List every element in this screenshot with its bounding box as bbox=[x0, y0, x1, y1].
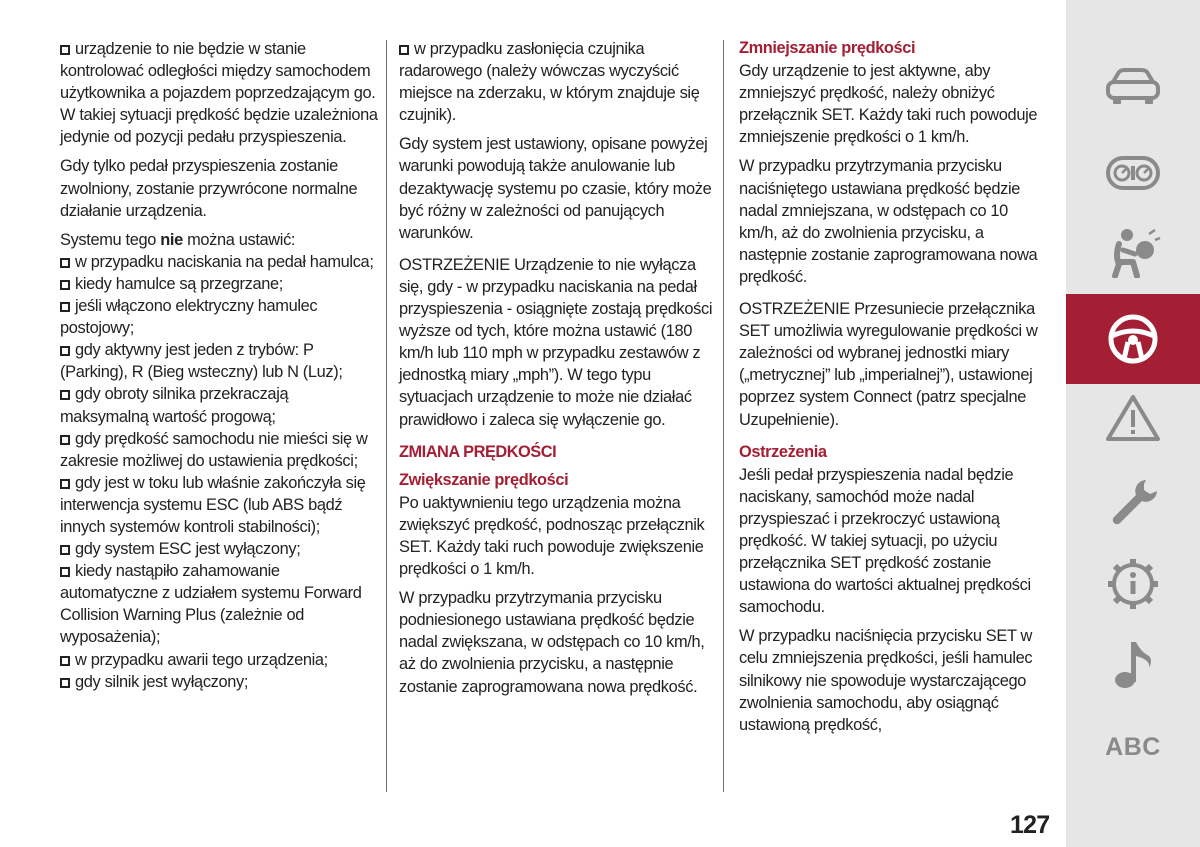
sidebar-item-multimedia[interactable] bbox=[1066, 620, 1200, 710]
checkbox-bullet-icon bbox=[60, 545, 70, 555]
warning-triangle-icon bbox=[1105, 393, 1161, 443]
list-item: kiedy nastąpiło zahamowanie automatyczne z udziałem systemu Forward Collision Warning Plus (zależnie od wyposażenia); bbox=[60, 562, 362, 647]
wrench-icon bbox=[1106, 475, 1160, 529]
info-gear-icon bbox=[1105, 556, 1161, 612]
list-item: gdy aktywny jest jeden z trybów: P (Parking), R (Bieg wsteczny) lub N (Luz); bbox=[60, 341, 343, 382]
subsection-heading: Zmniejszanie prędkości bbox=[739, 39, 916, 57]
checkbox-bullet-icon bbox=[60, 678, 70, 688]
list-item: w przypadku awarii tego urządzenia; bbox=[60, 649, 378, 671]
paragraph: Gdy urządzenie to jest aktywne, aby zmniejszyć prędkość, należy obniżyć przełącznik SET. Każdy taki ruch powoduje zmniejszenie prędkości o 1 km/h. bbox=[739, 62, 1038, 147]
text-column-3 bbox=[739, 37, 1039, 743]
sidebar-item-car[interactable] bbox=[1066, 42, 1200, 132]
checkbox-bullet-icon bbox=[60, 656, 70, 666]
sidebar-item-steering-active[interactable] bbox=[1066, 294, 1200, 384]
warning-paragraph: OSTRZEŻENIE Urządzenie to nie wyłącza się, gdy - w przypadku naciskania na pedał przyspieszenia - osiągnięte zostają prędkości wyższe od tych, które można ustawić (180 km/h lub 110 mph w przypadku zestawów z jednostką miary „mph”). W tego typu sytuacjach urządzenie to może nie działać prawidłowo i zaleca się wyłączenie go. bbox=[399, 255, 713, 429]
text-column-1 bbox=[60, 38, 378, 693]
section-heading: ZMIANA PRĘDKOŚCI bbox=[399, 442, 557, 461]
paragraph: Jeśli pedał przyspieszenia nadal będzie naciskany, samochód może nadal przyspieszać i przekroczyć ustawioną prędkość. W takiej sytuacji, po użyciu przełącznika SET prędkość zostanie ustawiona do wartości aktualnej prędkości samochodu. bbox=[739, 465, 1031, 617]
checkbox-bullet-icon bbox=[60, 45, 70, 55]
paragraph: Gdy system jest ustawiony, opisane powyżej warunki powodują także anulowanie lub dezaktywację systemu po czasie, który może być różny w zależności od panujących warunków. bbox=[399, 135, 712, 242]
column-divider bbox=[386, 40, 387, 792]
checkbox-bullet-icon bbox=[60, 346, 70, 356]
list-item: w przypadku naciskania na pedał hamulca; bbox=[60, 251, 378, 273]
sidebar-item-dashboard[interactable] bbox=[1066, 128, 1200, 218]
steering-wheel-icon bbox=[1106, 312, 1160, 366]
list-item: gdy system ESC jest wyłączony; bbox=[60, 538, 378, 560]
sidebar-item-warning[interactable] bbox=[1066, 373, 1200, 463]
dashboard-icon bbox=[1105, 155, 1161, 191]
paragraph: Gdy tylko pedał przyspieszenia zostanie zwolniony, zostanie przywrócone normalne działanie urządzenia. bbox=[60, 157, 358, 220]
chapter-sidebar bbox=[1066, 0, 1200, 847]
car-icon bbox=[1105, 68, 1161, 106]
bullet-item: w przypadku zasłonięcia czujnika radarowego (należy wówczas wyczyścić miejsce na zderzaku, w którym znajduje się czujnik). bbox=[399, 40, 700, 125]
list-item: gdy prędkość samochodu nie mieści się w zakresie możliwej do ustawienia prędkości; bbox=[60, 429, 368, 470]
checkbox-bullet-icon bbox=[60, 302, 70, 312]
airbag-icon bbox=[1105, 226, 1161, 278]
checkbox-bullet-icon bbox=[60, 258, 70, 268]
list-item: gdy silnik jest wyłączony; bbox=[60, 671, 378, 693]
sidebar-item-service[interactable] bbox=[1066, 457, 1200, 547]
subsection-heading: Zwiększanie prędkości bbox=[399, 470, 569, 489]
paragraph: W przypadku przytrzymania przycisku naciśniętego ustawiana prędkość będzie nadal zmniejszana, w odstępach co 10 km/h, aż do zwolnienia przycisku, a następnie zostanie zaprogramowana nowa prędkość. bbox=[739, 157, 1038, 286]
index-label: ABC bbox=[1105, 732, 1161, 761]
paragraph: Systemu tego nie można ustawić: bbox=[60, 230, 296, 249]
bullet-list bbox=[60, 251, 378, 693]
sidebar-item-info[interactable] bbox=[1066, 539, 1200, 629]
sidebar-item-airbag[interactable] bbox=[1066, 207, 1200, 297]
checkbox-bullet-icon bbox=[60, 280, 70, 290]
bullet-item: urządzenie to nie będzie w stanie kontrolować odległości między samochodem użytkownika a pojazdem poprzedzającym go. W takiej sytuacji prędkość będzie uzależniona jedynie od pozycji pedału przyspieszenia. bbox=[60, 40, 378, 147]
sidebar-item-index[interactable] bbox=[1066, 702, 1200, 792]
list-item: kiedy hamulce są przegrzane; bbox=[60, 273, 378, 295]
subsection-heading: Ostrzeżenia bbox=[739, 442, 827, 461]
text-column-2 bbox=[399, 38, 717, 705]
checkbox-bullet-icon bbox=[399, 45, 409, 55]
paragraph: W przypadku przytrzymania przycisku podniesionego ustawiana prędkość będzie nadal zwiększana, w odstępach co 10 km/h, aż do zwolnienia przycisku, a następnie zostanie zaprogramowana nowa prędkość. bbox=[399, 589, 705, 696]
list-item: gdy obroty silnika przekraczają maksymalną wartość progową; bbox=[60, 385, 289, 426]
checkbox-bullet-icon bbox=[60, 567, 70, 577]
warning-paragraph: OSTRZEŻENIE Przesuniecie przełącznika SET umożliwia wyregulowanie prędkości w zależności od wybranej jednostki miary („metrycznej” lub „imperialnej”), ustawionej poprzez system Connect (patrz specjalne Uzupełnienie). bbox=[739, 300, 1038, 429]
column-divider bbox=[723, 40, 724, 792]
checkbox-bullet-icon bbox=[60, 435, 70, 445]
checkbox-bullet-icon bbox=[60, 479, 70, 489]
page-number: 127 bbox=[1010, 811, 1050, 839]
paragraph: Po uaktywnieniu tego urządzenia można zwiększyć prędkość, podnosząc przełącznik SET. Każdy taki ruch powoduje zwiększenie prędkości o 1 km/h. bbox=[399, 493, 705, 579]
music-note-icon bbox=[1111, 638, 1155, 692]
checkbox-bullet-icon bbox=[60, 390, 70, 400]
paragraph: W przypadku naciśnięcia przycisku SET w celu zmniejszenia prędkości, jeśli hamulec silnikowy nie spowoduje wystarczającego zwolnienia samochodu, aby osiągnąć ustawioną prędkość, bbox=[739, 627, 1033, 734]
list-item: gdy jest w toku lub właśnie zakończyła się interwencja systemu ESC (lub ABS bądź innych systemów kontroli stabilności); bbox=[60, 473, 366, 536]
list-item: jeśli włączono elektryczny hamulec postojowy; bbox=[60, 297, 318, 338]
